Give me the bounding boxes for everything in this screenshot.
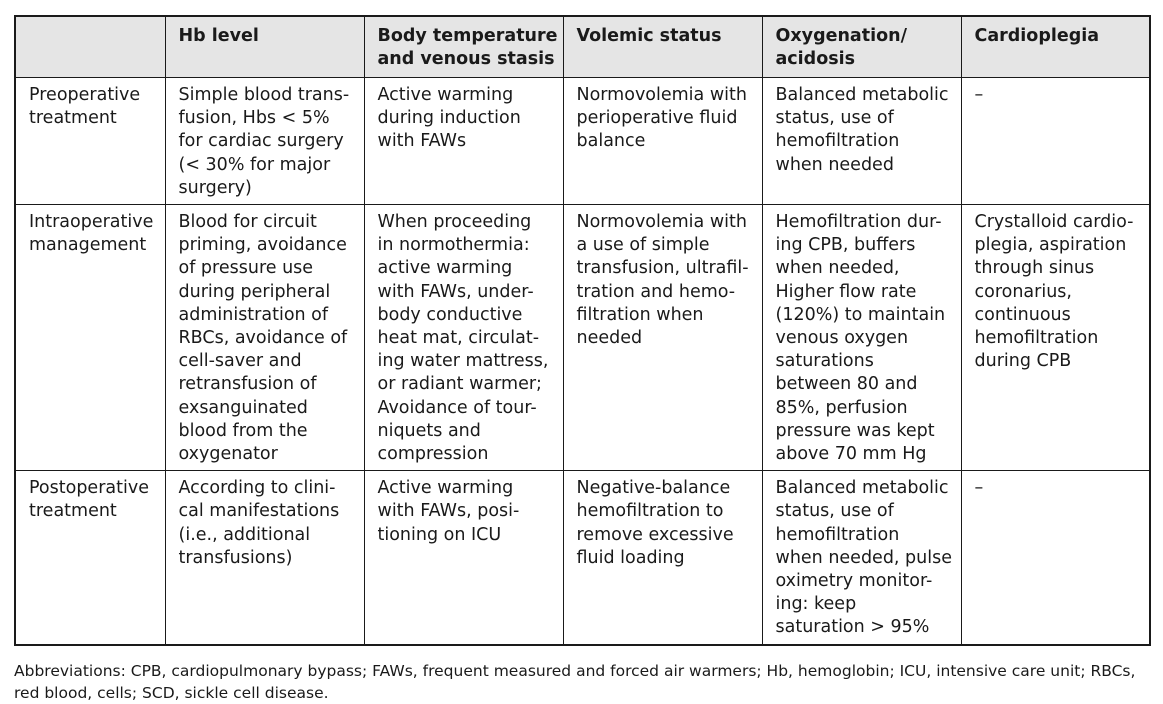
header-cell-empty — [15, 16, 165, 78]
cell-preoperative-body-temperature — [364, 78, 563, 205]
cell-text-line: blood from the — [178, 420, 308, 441]
cell-text-line: Blood for circuit — [178, 212, 317, 233]
cell-text-line: management — [29, 235, 147, 256]
cell-text-line: remove excessive — [576, 524, 734, 545]
cell-text-line: acidosis — [775, 49, 856, 70]
cell-text-line: plegia, aspiration — [974, 235, 1127, 256]
table-row-intraoperative — [15, 205, 1150, 471]
cell-text-line: heat mat, circulat- — [377, 328, 540, 349]
cell-text-line: exsanguinated — [178, 397, 308, 418]
cell-preoperative-cardioplegia — [961, 78, 1150, 205]
cell-text-line: 85%, perfusion — [775, 397, 908, 418]
cell-text-line: When proceeding — [377, 212, 532, 233]
cell-text-line: coronarius, — [974, 281, 1072, 302]
cell-preoperative-oxygenation — [762, 78, 961, 205]
cell-text-line: oxygenator — [178, 444, 278, 465]
cell-text-line: status, use of — [775, 501, 894, 522]
cell-text-line: fusion, Hbs < 5% — [178, 108, 330, 129]
row-label-postoperative — [15, 471, 165, 645]
cell-postoperative-oxygenation — [762, 471, 961, 645]
cell-text-line: saturations — [775, 351, 874, 372]
cell-text-line: through sinus — [974, 258, 1095, 279]
cell-text-line: for cardiac surgery — [178, 131, 344, 152]
cell-preoperative-hb-level — [165, 78, 364, 205]
cell-text-line: Normovolemia with — [576, 212, 747, 233]
table-row-preoperative — [15, 78, 1150, 205]
cell-text-line: – — [974, 478, 984, 499]
cell-text-line: tioning on ICU — [377, 524, 502, 545]
cell-text-line: of pressure use — [178, 258, 314, 279]
cell-text-line: hemofiltration — [974, 328, 1099, 349]
cell-postoperative-volemic-status — [563, 471, 762, 645]
cell-text-line: venous oxygen — [775, 328, 909, 349]
cell-text-line: RBCs, avoidance of — [178, 328, 348, 349]
cell-text-line: Balanced metabolic — [775, 478, 949, 499]
cell-text-line: perioperative fluid — [576, 108, 738, 129]
cell-intraoperative-volemic-status — [563, 205, 762, 471]
cell-text-line: or radiant warmer; — [377, 374, 542, 395]
cell-text-line: priming, avoidance — [178, 235, 347, 256]
cell-text-line: between 80 and — [775, 374, 918, 395]
cell-text-line: treatment — [29, 108, 117, 129]
cell-text-line: treatment — [29, 501, 117, 522]
cell-text-line: Intraoperative — [29, 212, 154, 233]
cell-text-line: niquets and — [377, 420, 481, 441]
cell-text-line: Body temperature — [377, 26, 558, 46]
table-row-postoperative — [15, 471, 1150, 645]
cell-text-line: with FAWs, under- — [377, 281, 534, 302]
cell-text-line: status, use of — [775, 108, 894, 129]
cell-text-line: Crystalloid cardio- — [974, 212, 1134, 233]
cell-intraoperative-oxygenation — [762, 205, 961, 471]
cell-text-line: According to clini- — [178, 478, 336, 499]
cell-text-line: fluid loading — [576, 547, 685, 568]
row-label-preoperative — [15, 78, 165, 205]
cell-text-line: Higher flow rate — [775, 281, 917, 302]
cell-text-line: filtration when — [576, 304, 704, 325]
cell-text-line: hemofiltration — [775, 131, 900, 152]
cell-text-line: above 70 mm Hg — [775, 444, 927, 465]
header-cell-oxygenation — [762, 16, 961, 78]
header-cell-hb-level — [165, 16, 364, 78]
cell-text-line: Active warming — [377, 478, 514, 499]
cell-text-line: when needed, — [775, 258, 900, 279]
cell-text-line: Hb level — [178, 26, 259, 46]
cell-text-line: Normovolemia with — [576, 85, 747, 105]
cell-text-line: ing CPB, buffers — [775, 235, 916, 256]
cell-text-line: and venous stasis — [377, 49, 555, 70]
header-cell-body-temperature — [364, 16, 563, 78]
cell-text-line: when needed — [775, 154, 894, 175]
cell-preoperative-volemic-status — [563, 78, 762, 205]
cell-text-line: Hemofiltration dur- — [775, 212, 942, 233]
cell-text-line: Simple blood trans- — [178, 85, 350, 105]
cell-text-line: during induction — [377, 108, 521, 129]
cell-text-line: with FAWs — [377, 131, 467, 152]
cell-text-line: during CPB — [974, 351, 1072, 372]
header-cell-cardioplegia — [961, 16, 1150, 78]
cell-text-line: needed — [576, 328, 643, 349]
cell-text-line: Volemic status — [576, 26, 722, 46]
cell-text-line: – — [974, 85, 984, 105]
cell-text-line: hemofiltration to — [576, 501, 724, 522]
cell-text-line: in normothermia: — [377, 235, 530, 256]
cell-text-line: cell-saver and — [178, 351, 302, 372]
cell-text-line: tration and hemo- — [576, 281, 736, 302]
cell-text-line: Preoperative — [29, 85, 141, 105]
row-label-intraoperative — [15, 205, 165, 471]
cell-text-line: pressure was kept — [775, 420, 935, 441]
cell-text-line: (< 30% for major — [178, 154, 331, 175]
cell-postoperative-hb-level — [165, 471, 364, 645]
cell-text-line: compression — [377, 444, 489, 465]
cell-text-line: surgery) — [178, 177, 252, 198]
cell-text-line: hemofiltration — [775, 524, 900, 545]
management-table-container — [14, 15, 1149, 646]
cell-intraoperative-cardioplegia — [961, 205, 1150, 471]
cell-text-line: Postoperative — [29, 478, 149, 499]
cell-text-line: Negative-balance — [576, 478, 731, 499]
cell-text-line: ing water mattress, — [377, 351, 549, 372]
header-cell-volemic-status — [563, 16, 762, 78]
cell-text-line: cal manifestations — [178, 501, 340, 522]
cell-text-line: ing: keep — [775, 594, 857, 615]
cell-text-line: continuous — [974, 304, 1071, 325]
cell-text-line: saturation > 95% — [775, 617, 930, 638]
cell-text-line: oximetry monitor- — [775, 571, 933, 592]
cell-intraoperative-body-temperature — [364, 205, 563, 471]
cell-text-line: a use of simple — [576, 235, 710, 256]
cell-text-line: Avoidance of tour- — [377, 397, 537, 418]
cell-postoperative-cardioplegia — [961, 471, 1150, 645]
cell-text-line: administration of — [178, 304, 329, 325]
management-table — [14, 15, 1151, 646]
abbreviations-footnote: Abbreviations: CPB, cardiopulmonary bypass; FAWs, frequent measured and forced air warmers; Hb, hemoglobin; ICU, intensive care unit; RBCs, red blood, cells; SCD, sickle cell disease. — [14, 662, 1136, 702]
cell-text-line: (i.e., additional — [178, 524, 311, 545]
table-header-row — [15, 16, 1150, 78]
cell-text-line: retransfusion of — [178, 374, 317, 395]
cell-text-line: transfusion, ultrafil- — [576, 258, 749, 279]
cell-text-line: when needed, pulse — [775, 547, 953, 568]
cell-text-line: balance — [576, 131, 646, 152]
cell-text-line: Active warming — [377, 85, 514, 105]
cell-text-line: active warming — [377, 258, 513, 279]
cell-text-line: during peripheral — [178, 281, 331, 302]
cell-text-line: transfusions) — [178, 547, 293, 568]
cell-text-line: (120%) to maintain — [775, 304, 946, 325]
cell-text-line: Cardioplegia — [974, 26, 1100, 46]
cell-text-line: Oxygenation/ — [775, 26, 907, 46]
cell-postoperative-body-temperature — [364, 471, 563, 645]
cell-text-line: with FAWs, posi- — [377, 501, 520, 522]
cell-text-line: body conductive — [377, 304, 523, 325]
cell-text-line: Balanced metabolic — [775, 85, 949, 105]
cell-intraoperative-hb-level — [165, 205, 364, 471]
